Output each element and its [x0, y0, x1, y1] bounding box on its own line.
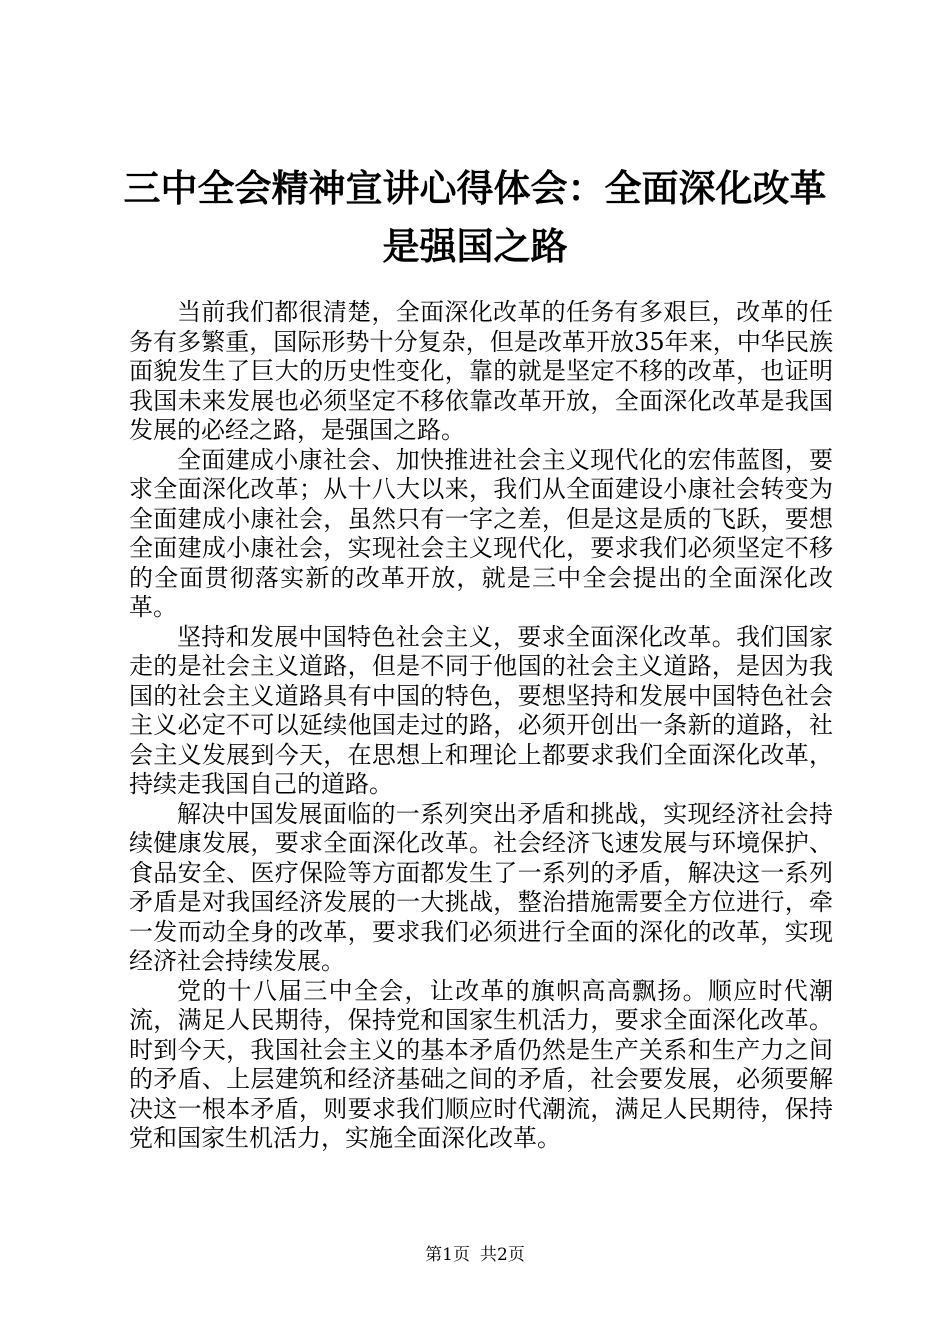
page-total: 共2页 [480, 1245, 525, 1265]
document-title: 三中全会精神宣讲心得体会：全面深化改革是强国之路 [123, 167, 827, 268]
paragraph: 当前我们都很清楚，全面深化改革的任务有多艰巨，改革的任务有多繁重，国际形势十分复杂，但是改革开放35年来，中华民族面貌发生了巨大的历史性变化，靠的就是坚定不移的改革，也证明我国未来发展也必须坚定不移依靠改革开放，全面深化改革是我国发展的必经之路，是强国之路。 [129, 298, 833, 444]
paragraph: 坚持和发展中国特色社会主义，要求全面深化改革。我们国家走的是社会主义道路，但是不同于他国的社会主义道路，是因为我国的社会主义道路具有中国的特色，要想坚持和发展中国特色社会主义必定不可以延续他国走过的路，必须开创出一条新的道路，社会主义发展到今天，在思想上和理论上都要求我们全面深化改革，持续走我国自己的道路。 [129, 622, 833, 798]
paragraph: 全面建成小康社会、加快推进社会主义现代化的宏伟蓝图，要求全面深化改革；从十八大以来，我们从全面建设小康社会转变为全面建成小康社会，虽然只有一字之差，但是这是质的飞跃，要想全面建成小康社会，实现社会主义现代化，要求我们必须坚定不移的全面贯彻落实新的改革开放，就是三中全会提出的全面深化改革。 [129, 445, 833, 621]
page-number: 第1页 [425, 1245, 470, 1265]
paragraph: 党的十八届三中全会，让改革的旗帜高高飘扬。顺应时代潮流，满足人民期待，保持党和国家生机活力，要求全面深化改革。时到今天，我国社会主义的基本矛盾仍然是生产关系和生产力之间的矛盾、上层建筑和经济基础之间的矛盾，社会要发展，必须要解决这一根本矛盾，则要求我们顺应时代潮流，满足人民期待，保持党和国家生机活力，实施全面深化改革。 [129, 976, 833, 1152]
document-body [129, 298, 833, 1154]
paragraph: 解决中国发展面临的一系列突出矛盾和挑战，实现经济社会持续健康发展，要求全面深化改革。社会经济飞速发展与环境保护、食品安全、医疗保险等方面都发生了一系列的矛盾，解决这一系列矛盾是对我国经济发展的一大挑战，整治措施需要全方位进行，牵一发而动全身的改革，要求我们必须进行全面的深化的改革，实现经济社会持续发展。 [129, 799, 833, 975]
page-footer [0, 1244, 950, 1266]
